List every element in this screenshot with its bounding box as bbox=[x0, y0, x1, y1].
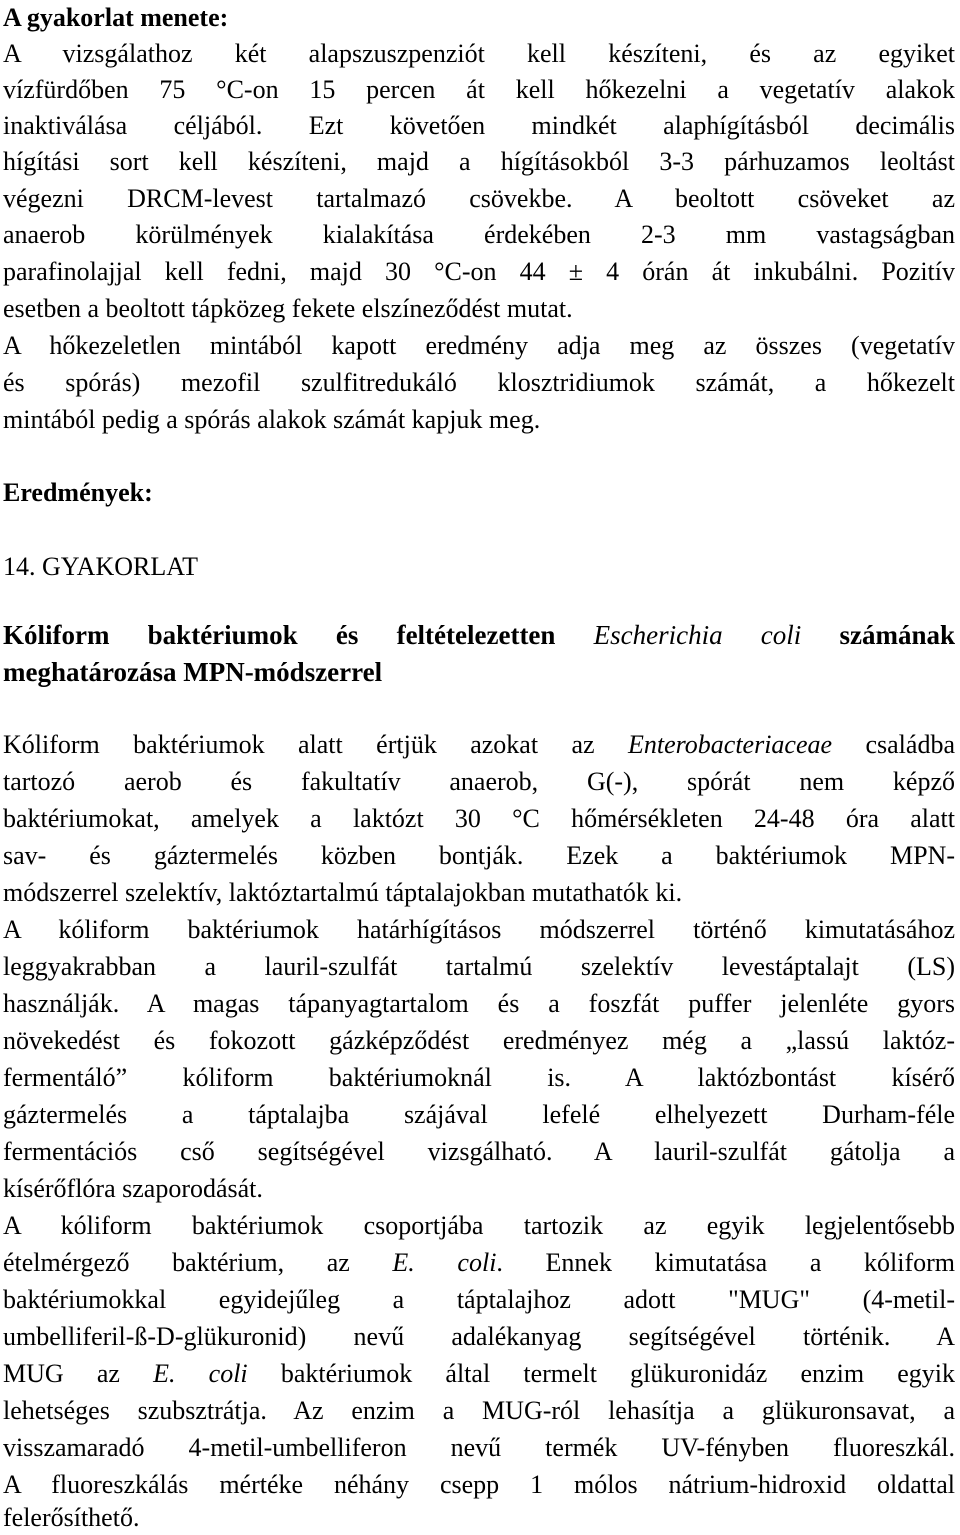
paragraph-line: tartozó aerob és fakultatív anaerob, G(-), spórát nem képző bbox=[3, 767, 955, 796]
paragraph-line: baktériumokkal egyidejűleg a táptalajhoz adott "MUG" (4-metil- bbox=[3, 1285, 955, 1314]
paragraph-line: esetben a beoltott tápközeg fekete elszíneződést mutat. bbox=[3, 294, 573, 323]
text-run: MUG az bbox=[3, 1359, 154, 1388]
title-species-name: Escherichia coli bbox=[593, 620, 802, 650]
title-text: Kóliform baktériumok és feltételezetten bbox=[3, 620, 594, 650]
species-name: E. coli bbox=[392, 1248, 497, 1277]
text-run: . Ennek kimutatása a kóliform bbox=[496, 1248, 955, 1277]
paragraph-line: felerősíthető. bbox=[3, 1503, 140, 1532]
paragraph-line: baktériumokat, amelyek a laktózt 30 °C hőmérsékleten 24-48 óra alatt bbox=[3, 804, 955, 833]
paragraph-line: leggyakrabban a lauril-szulfát tartalmú szelektív levestáptalajt (LS) bbox=[3, 952, 955, 981]
paragraph-line: umbelliferil-ß-D-glükuronid) nevű adalékanyag segítségével történik. A bbox=[3, 1322, 955, 1351]
text-run: ételmérgező baktérium, az bbox=[3, 1248, 393, 1277]
paragraph-line: inaktiválása céljából. Ezt követően mindkét alaphígításból decimális bbox=[3, 111, 955, 140]
paragraph-line: A kóliform baktériumok határhígításos módszerrel történő kimutatásához bbox=[3, 915, 955, 944]
paragraph-line: növekedést és fokozott gázképződést eredményez még a „lassú laktóz- bbox=[3, 1026, 955, 1055]
species-name: E. coli bbox=[153, 1359, 248, 1388]
text-run: baktériumok által termelt glükuronidáz enzim egyik bbox=[247, 1359, 955, 1388]
paragraph-line: parafinolajjal kell fedni, majd 30 °C-on 44 ± 4 órán át inkubálni. Pozitív bbox=[3, 257, 955, 286]
paragraph-line bbox=[3, 1358, 955, 1390]
paragraph-line: végezni DRCM-levest tartalmazó csövekbe. A beoltott csöveket az bbox=[3, 184, 955, 213]
paragraph-line: A kóliform baktériumok csoportjába tartozik az egyik legjelentősebb bbox=[3, 1211, 955, 1240]
paragraph-line: hígítási sort kell készíteni, majd a hígításokból 3-3 párhuzamos leoltást bbox=[3, 147, 955, 176]
paragraph-line: anaerob körülmények kialakítása érdekében 2-3 mm vastagságban bbox=[3, 220, 955, 249]
paragraph-line: mintából pedig a spórás alakok számát kapjuk meg. bbox=[3, 405, 541, 434]
paragraph-line: használják. A magas tápanyagtartalom és a foszfát puffer jelenléte gyors bbox=[3, 989, 955, 1018]
paragraph-line: A vizsgálathoz két alapszuszpenziót kell készíteni, és az egyiket bbox=[3, 39, 955, 68]
results-heading: Eredmények: bbox=[3, 478, 153, 507]
paragraph-line bbox=[3, 1247, 955, 1279]
paragraph-line: lehetséges szubsztrátja. Az enzim a MUG-ról lehasítja a glükuronsavat, a bbox=[3, 1396, 955, 1425]
text-run: családba bbox=[832, 730, 955, 759]
paragraph-line: gáztermelés a táptalajba szájával lefelé elhelyezett Durham-féle bbox=[3, 1100, 955, 1129]
paragraph-line: fermentáló” kóliform baktériumoknál is. A laktózbontást kísérő bbox=[3, 1063, 955, 1092]
text-run: Kóliform baktériumok alatt értjük azokat az bbox=[3, 730, 628, 759]
paragraph-line: és spórás) mezofil szulfitredukáló klosztridiumok számát, a hőkezelt bbox=[3, 368, 955, 397]
family-name: Enterobacteriaceae bbox=[627, 730, 833, 759]
paragraph-line: fermentációs cső segítségével vizsgálható. A lauril-szulfát gátolja a bbox=[3, 1137, 955, 1166]
paragraph-line: sav- és gáztermelés közben bontják. Ezek a baktériumok MPN- bbox=[3, 841, 955, 870]
paragraph-line bbox=[3, 729, 955, 761]
paragraph-line: módszerrel szelektív, laktóztartalmú táptalajokban mutathatók ki. bbox=[3, 878, 683, 907]
title-text: számának bbox=[801, 620, 956, 650]
paragraph-line: vízfürdőben 75 °C-on 15 percen át kell hőkezelni a vegetatív alakok bbox=[3, 75, 955, 104]
paragraph-line: kísérőflóra szaporodását. bbox=[3, 1174, 263, 1203]
paragraph-line: A fluoreszkálás mértéke néhány csepp 1 mólos nátrium-hidroxid oldattal bbox=[3, 1470, 955, 1499]
paragraph-line: A hőkezeletlen mintából kapott eredmény adja meg az összes (vegetatív bbox=[3, 331, 955, 360]
practice-title bbox=[3, 619, 955, 651]
practice-number: 14. GYAKORLAT bbox=[3, 552, 198, 581]
practice-title-line-2: meghatározása MPN-módszerrel bbox=[3, 657, 383, 687]
paragraph-line: visszamaradó 4-metil-umbelliferon nevű termék UV-fényben fluoreszkál. bbox=[3, 1433, 955, 1462]
section-heading: A gyakorlat menete: bbox=[3, 3, 229, 32]
